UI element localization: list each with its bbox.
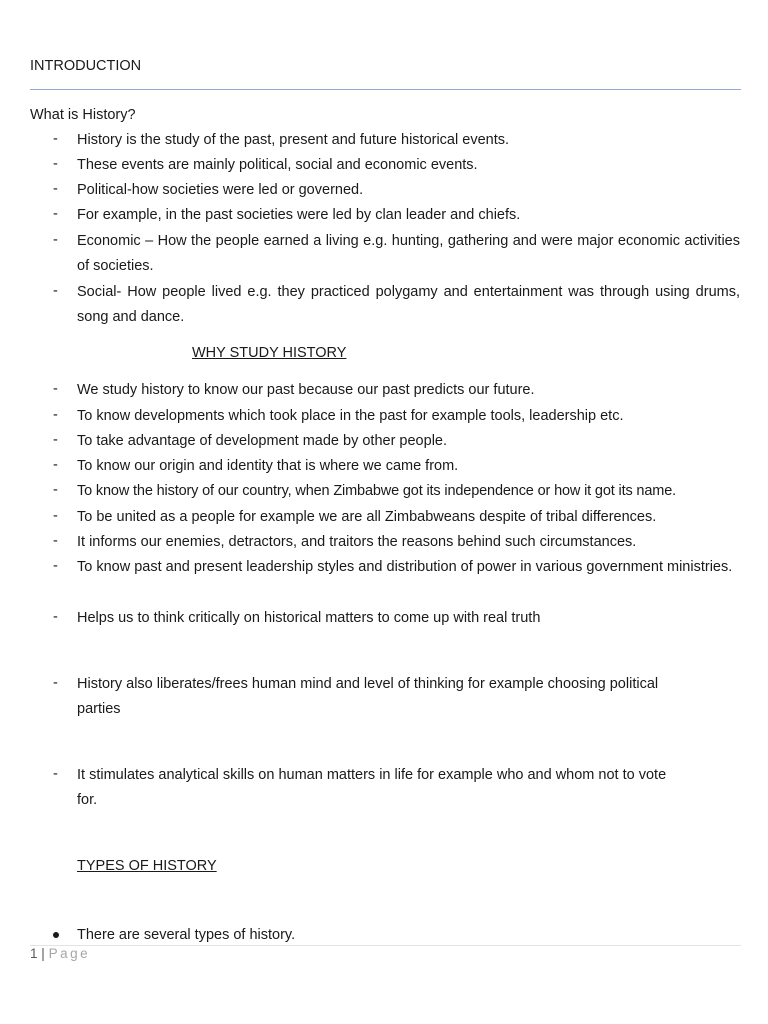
dash-marker: - bbox=[53, 232, 58, 248]
list-item-text: History also liberates/frees human mind and level of thinking for example choosing political parties bbox=[77, 676, 659, 717]
dash-marker: - bbox=[53, 766, 58, 782]
section-question: What is History? bbox=[30, 107, 136, 123]
dash-marker: - bbox=[53, 609, 58, 625]
list-item-text: We study history to know our past because our past predicts our future. bbox=[77, 382, 535, 398]
dash-marker: - bbox=[53, 156, 58, 172]
dash-marker: - bbox=[53, 206, 58, 222]
dash-marker: - bbox=[53, 558, 58, 574]
page-separator: | bbox=[41, 946, 45, 961]
bullet-dot-icon bbox=[53, 932, 59, 938]
dash-marker: - bbox=[53, 407, 58, 423]
dash-marker: - bbox=[53, 508, 58, 524]
list-item-text: For example, in the past societies were led by clan leader and chiefs. bbox=[77, 207, 521, 223]
list-item-text: Helps us to think critically on historical matters to come up with real truth bbox=[77, 610, 541, 626]
list-item-text: It informs our enemies, detractors, and traitors the reasons behind such circumstances. bbox=[77, 534, 637, 550]
document-heading: INTRODUCTION bbox=[30, 58, 142, 74]
list-item-text: To take advantage of development made by other people. bbox=[77, 433, 448, 449]
dash-marker: - bbox=[53, 181, 58, 197]
page-number: 1 bbox=[30, 946, 38, 961]
footer-divider bbox=[30, 945, 741, 946]
list-item-text: There are several types of history. bbox=[77, 927, 296, 943]
heading-divider bbox=[30, 89, 741, 90]
dash-marker: - bbox=[53, 432, 58, 448]
list-item-text: History is the study of the past, present and future historical events. bbox=[77, 132, 509, 148]
list-item-text: To know past and present leadership styles and distribution of power in various government ministries. bbox=[77, 559, 733, 575]
list-item-text: Social- How people lived e.g. they practiced polygamy and entertainment was through using drums, song and dance. bbox=[77, 284, 740, 325]
dash-marker: - bbox=[53, 533, 58, 549]
dash-marker: - bbox=[53, 283, 58, 299]
dash-marker: - bbox=[53, 457, 58, 473]
list-item-text: To know developments which took place in the past for example tools, leadership etc. bbox=[77, 408, 624, 424]
dash-marker: - bbox=[53, 482, 58, 498]
list-item-text: Economic – How the people earned a living e.g. hunting, gathering and were major economic activities of societies. bbox=[77, 233, 740, 274]
list-item-text: It stimulates analytical skills on human matters in life for example who and whom not to vote for. bbox=[77, 767, 667, 808]
list-item-text: Political-how societies were led or governed. bbox=[77, 182, 364, 198]
list-item-text: To be united as a people for example we are all Zimbabweans despite of tribal differences. bbox=[77, 509, 657, 525]
list-item-text: These events are mainly political, social and economic events. bbox=[77, 157, 478, 173]
list-item-text: To know our origin and identity that is where we came from. bbox=[77, 458, 459, 474]
dash-marker: - bbox=[53, 675, 58, 691]
section-title-types: TYPES OF HISTORY bbox=[77, 858, 217, 874]
dash-marker: - bbox=[53, 381, 58, 397]
section-title-why-study: WHY STUDY HISTORY bbox=[192, 345, 347, 361]
list-item-text: To know the history of our country, when Zimbabwe got its independence or how it got its name. bbox=[77, 483, 676, 499]
page-footer bbox=[30, 946, 90, 961]
page-label: Page bbox=[48, 946, 91, 961]
dash-marker: - bbox=[53, 131, 58, 147]
